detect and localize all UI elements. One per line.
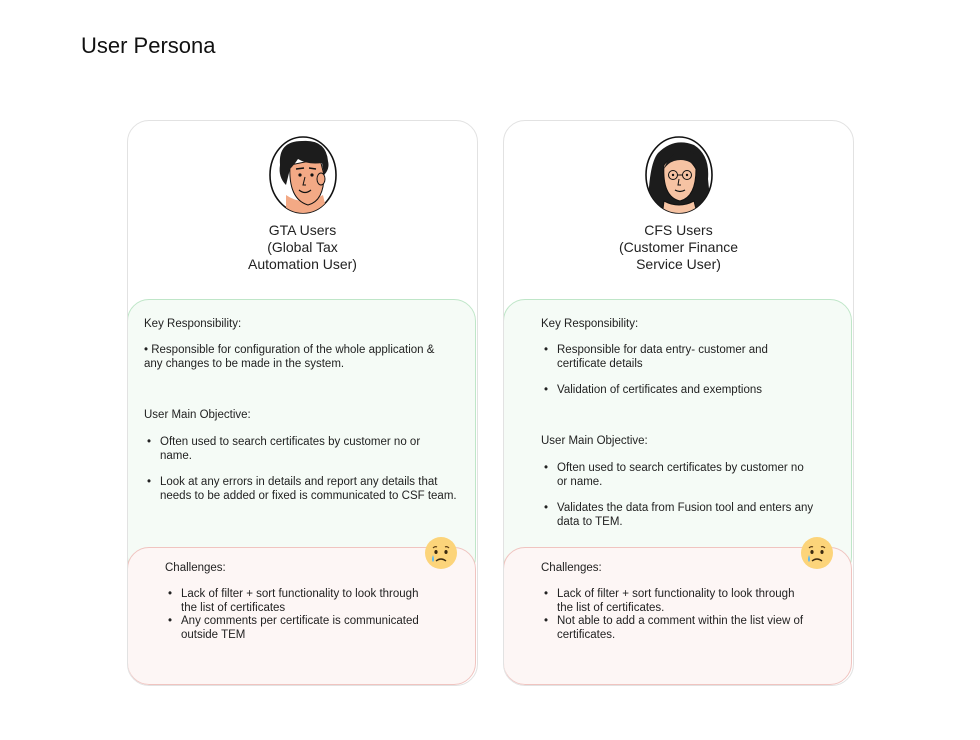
list-item: • Lack of filter + sort functionality to look through the list of certificates. xyxy=(541,588,841,615)
challenges-list xyxy=(165,588,465,642)
main-objective-list xyxy=(541,462,846,529)
list-item: • Often used to search certificates by customer no or name. xyxy=(541,462,846,489)
main-objective-list xyxy=(144,436,474,503)
key-responsibility-label: Key Responsibility: xyxy=(541,318,639,330)
list-item: • Validation of certificates and exemptions xyxy=(541,384,841,398)
persona-card-cfs xyxy=(503,120,854,686)
list-item: • Responsible for data entry- customer and certificate details xyxy=(541,344,841,371)
woman-avatar-icon xyxy=(644,135,714,215)
main-objective-label: User Main Objective: xyxy=(144,409,251,421)
challenges-label: Challenges: xyxy=(541,562,602,574)
persona-card-gta xyxy=(127,120,478,686)
key-responsibility-text: • Responsible for configuration of the whole application & any changes to be made in the system. xyxy=(144,344,435,370)
page-title: User Persona xyxy=(81,33,216,58)
main-objective-label: User Main Objective: xyxy=(541,435,648,447)
key-responsibility-label: Key Responsibility: xyxy=(144,318,242,330)
list-item: • Validates the data from Fusion tool and enters any data to TEM. xyxy=(541,502,846,529)
challenges-label: Challenges: xyxy=(165,562,226,574)
list-item: • Look at any errors in details and report any details that needs to be added or fixed is communicated to CSF team. xyxy=(144,476,474,503)
key-responsibility-list xyxy=(541,344,841,398)
sad-face-emoji-icon xyxy=(800,536,834,570)
list-item: • Lack of filter + sort functionality to look through the list of certificates xyxy=(165,588,465,615)
persona-name: CFS Users (Customer Finance Service User) xyxy=(618,222,739,272)
sad-face-emoji-icon xyxy=(424,536,458,570)
persona-name: GTA Users (Global Tax Automation User) xyxy=(248,222,357,272)
man-avatar-icon xyxy=(268,135,338,215)
list-item: • Often used to search certificates by customer no or name. xyxy=(144,436,474,463)
list-item: • Any comments per certificate is communicated outside TEM xyxy=(165,615,465,642)
list-item: • Not able to add a comment within the list view of certificates. xyxy=(541,615,841,642)
challenges-list xyxy=(541,588,841,642)
